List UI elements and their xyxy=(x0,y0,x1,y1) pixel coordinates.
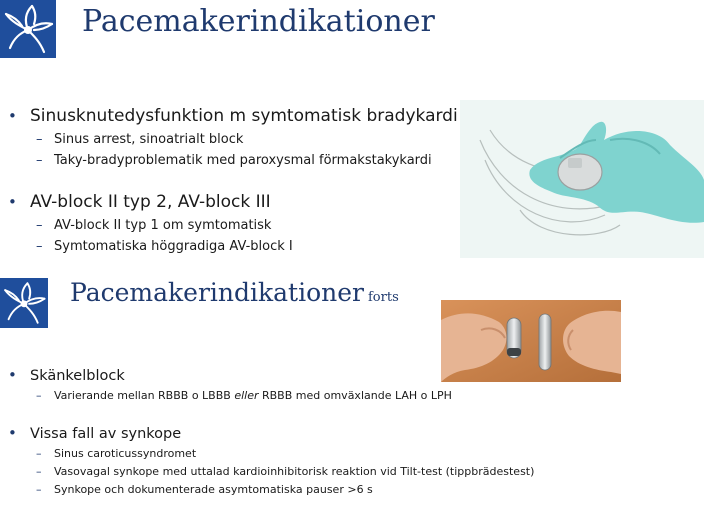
dash: – xyxy=(36,132,43,147)
dash: – xyxy=(36,447,42,460)
dash: – xyxy=(36,465,42,478)
dash: – xyxy=(36,389,42,402)
slide-2 xyxy=(0,270,709,511)
list-item xyxy=(8,366,568,402)
sub-bullet-text: AV-block II typ 1 om symtomatisk xyxy=(54,218,272,233)
list-item xyxy=(8,424,568,496)
pacemaker-hand-photo xyxy=(460,100,704,258)
slide-1-title: Pacemakerindikationer xyxy=(82,4,435,39)
slide-1-bullet-list xyxy=(8,106,458,254)
slide-2-bullet-list xyxy=(8,366,568,496)
dash: – xyxy=(36,218,43,233)
bullet-dot: • xyxy=(8,424,17,442)
flower-logo-icon xyxy=(0,0,56,58)
slide-2-title xyxy=(70,278,399,307)
dash: – xyxy=(36,153,43,168)
list-item xyxy=(8,192,458,254)
bullet-dot: • xyxy=(8,366,17,384)
bullet-text: AV-block II typ 2, AV-block III xyxy=(30,192,271,212)
flower-logo-icon xyxy=(0,278,48,328)
bullet-text: Skänkelblock xyxy=(30,368,125,384)
sub-bullet-text: Symtomatiska höggradiga AV-block I xyxy=(54,239,293,254)
sub-bullet-text: Taky-bradyproblematik med paroxysmal förmakstakykardi xyxy=(54,153,432,168)
sub-bullet-text: Sinus arrest, sinoatrialt block xyxy=(54,132,244,147)
sub-bullet-text: Vasovagal synkope med uttalad kardioinhibitorisk reaktion vid Tilt-test (tippbrädestest) xyxy=(54,465,535,478)
dash: – xyxy=(36,239,43,254)
emphasis-text: eller xyxy=(234,389,259,402)
bullet-text: Vissa fall av synkope xyxy=(30,426,182,442)
slide-2-title-text: Pacemakerindikationer xyxy=(70,278,364,307)
dash: – xyxy=(36,483,42,496)
list-item xyxy=(8,106,458,168)
sub-bullet-text: Synkope och dokumenterade asymtomatiska pauser >6 s xyxy=(54,483,373,496)
slide-2-title-suffix: forts xyxy=(368,290,399,305)
sub-bullet-text: Sinus caroticussyndromet xyxy=(54,447,197,460)
bullet-text: Sinusknutedysfunktion m symtomatisk bradykardi xyxy=(30,106,458,126)
sub-bullet-text-part: RBBB med omväxlande LAH o LPH xyxy=(258,389,452,402)
bullet-dot: • xyxy=(8,107,17,125)
sub-bullet-text-part: Varierande mellan RBBB o LBBB xyxy=(54,389,235,402)
sub-bullet-text xyxy=(54,389,452,402)
bullet-dot: • xyxy=(8,193,17,211)
